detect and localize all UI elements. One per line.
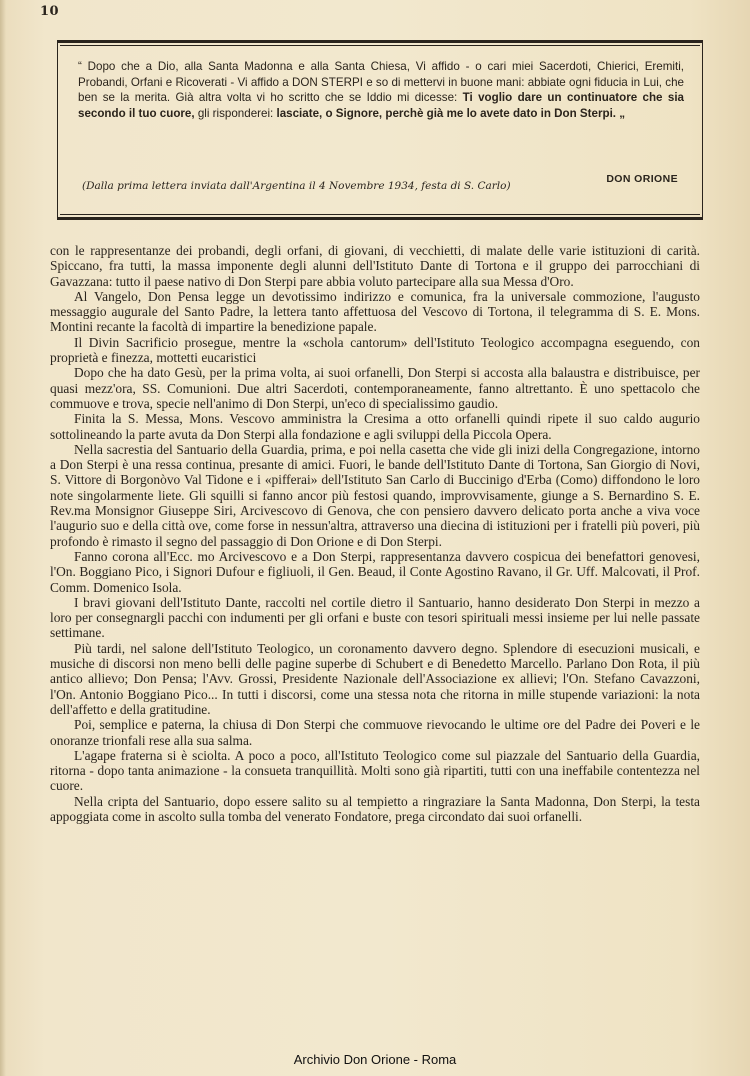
body-paragraph: Fanno corona all'Ecc. mo Arcivescovo e a Don Sterpi, rappresentanza davvero cospicua dei benefattori genovesi, l'On. Boggiano Pico, i Signori Dufour e figliuoli, il Gen. Beaud, il Conte Agostino Ravano, il Gr. Uff. Malcovati, il Prof. Comm. Domenico Isola. bbox=[50, 548, 700, 595]
article-body bbox=[50, 243, 700, 824]
page-number: 10 bbox=[40, 4, 60, 19]
body-paragraph: I bravi giovani dell'Istituto Dante, raccolti nel cortile dietro il Santuario, hanno desiderato Don Sterpi in mezzo a loro per consegnargli pacchi con indumenti per gli orfani e buste con tesori spirituali messi insieme per lui nelle passate settimane. bbox=[50, 594, 700, 641]
quote-bold-1: Ti voglio dare un continuatore che sia secondo il tuo cuore, bbox=[78, 91, 684, 120]
quote-part-2: gli risponderei: bbox=[197, 106, 274, 120]
body-paragraph: Nella sacrestia del Santuario della Guardia, prima, e poi nella casetta che vide gli inizi della Congregazione, intorno a Don Sterpi è una ressa continua, presante di amici. Fuori, le bande dell'Istituto Dante di Tortona, San Giorgio di Novi, S. Vittore di Borgonòvo Val Tidone e i «pifferai» dell'Istituto San Carlo di Buccinigo d'Erba (Como) diffondono le loro note singolarmente liete. Gli squilli si fanno ancor più festosi quando, improvvisamente, giunge a S. Bernardino S. E. Rev.ma Monsignor Giuseppe Siri, Arcivescovo di Genova, che con pensiero davvero delicato porta anche a viva voce l'augurio suo e della città ove, come forse in nessun'altra, attraverso una diecina di istituzioni per i fratelli più poveri, più profondo è rimasto il segno del passaggio di Don Orione e di Don Sterpi. bbox=[50, 441, 700, 549]
body-paragraph: Più tardi, nel salone dell'Istituto Teologico, un coronamento davvero degno. Splendore di esecuzioni musicali, e musiche di discorsi non meno belli delle pagine superbe di Schubert e di Benedetto Marcello. Parlano Don Rota, il più antico allievo; Don Pensa; l'Avv. Grossi, Presidente Nazionale dell'Associazione ex allievi; l'On. Stefano Cavazzoni, l'On. Antonio Boggiano Pico... In tutti i discorsi, come una stessa nota che ritorna in mille stupende variazioni: la nota dell'affetto e della gratitudine. bbox=[50, 640, 700, 717]
body-paragraph: Poi, semplice e paterna, la chiusa di Don Sterpi che commuove rievocando le ultime ore del Padre dei Poveri e le onoranze trionfali rese alla sua salma. bbox=[50, 717, 700, 748]
archive-footer: Archivio Don Orione - Roma bbox=[293, 1052, 457, 1067]
body-paragraph: Finita la S. Messa, Mons. Vescovo amministra la Cresima a otto orfanelli quindi ripete il suo caldo augurio sottolineando la parte avuta da Don Sterpi alla fondazione e agli sviluppi della Piccola Opera. bbox=[50, 411, 700, 442]
quote-source: (Dalla prima lettera inviata dall'Argentina il 4 Novembre 1934, festa di S. Carlo) bbox=[82, 180, 511, 192]
quote-box bbox=[57, 40, 703, 220]
quote-bold-2: lasciate, o Signore, perchè già me lo avete dato in Don Sterpi. „ bbox=[276, 106, 626, 120]
body-paragraph: Il Divin Sacrificio prosegue, mentre la «schola cantorum» dell'Istituto Teologico accompagna eseguendo, con proprietà e finezza, mottetti eucaristici bbox=[50, 334, 700, 366]
body-paragraph: con le rappresentanze dei probandi, degli orfani, di giovani, di vecchietti, di malate delle varie istituzioni di carità. Spiccano, fra tutti, la massa imponente degli alunni dell'Istituto Dante di Tortona e il gruppo dei parrocchiani di Gavazzana: tutto il paese nativo di Don Sterpi pare abbia voluto partecipare alla sua Messa d'Oro. bbox=[50, 243, 700, 289]
body-paragraph: Al Vangelo, Don Pensa legge un devotissimo indirizzo e comunica, fra la universale commozione, l'augusto messaggio augurale del Santo Padre, la lettera tanto affettuosa del Vescovo di Tortona, il telegramma di S. E. Mons. Montini recante la facoltà di impartire la benedizione papale. bbox=[50, 288, 700, 335]
body-paragraph: Nella cripta del Santuario, dopo essere salito su al tempietto a ringraziare la Santa Madonna, Don Sterpi, la testa appoggiata come in ascolto sulla tomba del venerato Fondatore, prega circondato dai suoi orfanelli. bbox=[50, 793, 700, 824]
quote-text bbox=[78, 59, 684, 121]
body-paragraph: L'agape fraterna si è sciolta. A poco a poco, all'Istituto Teologico come sul piazzale del Santuario della Guardia, ritorna - dopo tanta animazione - la consueta tranquillità. Molti sono già ripartiti, tutti con una ineffabile contentezza nel cuore. bbox=[50, 747, 700, 794]
quote-author: DON ORIONE bbox=[606, 173, 678, 185]
quote-part-1: “ Dopo che a Dio, alla Santa Madonna e alla Santa Chiesa, Vi affido - o cari miei Sacerdoti, Chierici, Eremiti, Probandi, Orfani e Ricoverati - Vi affido a DON STERPI e so di mettervi in buone mani: abbiate ogni fiducia in Lui, che ben se la merita. Già altra volta vi ho scritto che se Iddio mi dicesse: bbox=[78, 60, 684, 105]
body-paragraph: Dopo che ha dato Gesù, per la prima volta, ai suoi orfanelli, Don Sterpi si accosta alla balaustra e distribuisce, per quasi mezz'ora, SS. Comunioni. Due altri Sacerdoti, contemporaneamente, fanno altrettanto. È uno spettacolo che commuove e trova, specie nell'animo di Don Sterpi, un'eco di specialissimo gaudio. bbox=[50, 365, 700, 411]
page-edge-shadow bbox=[0, 0, 6, 1076]
